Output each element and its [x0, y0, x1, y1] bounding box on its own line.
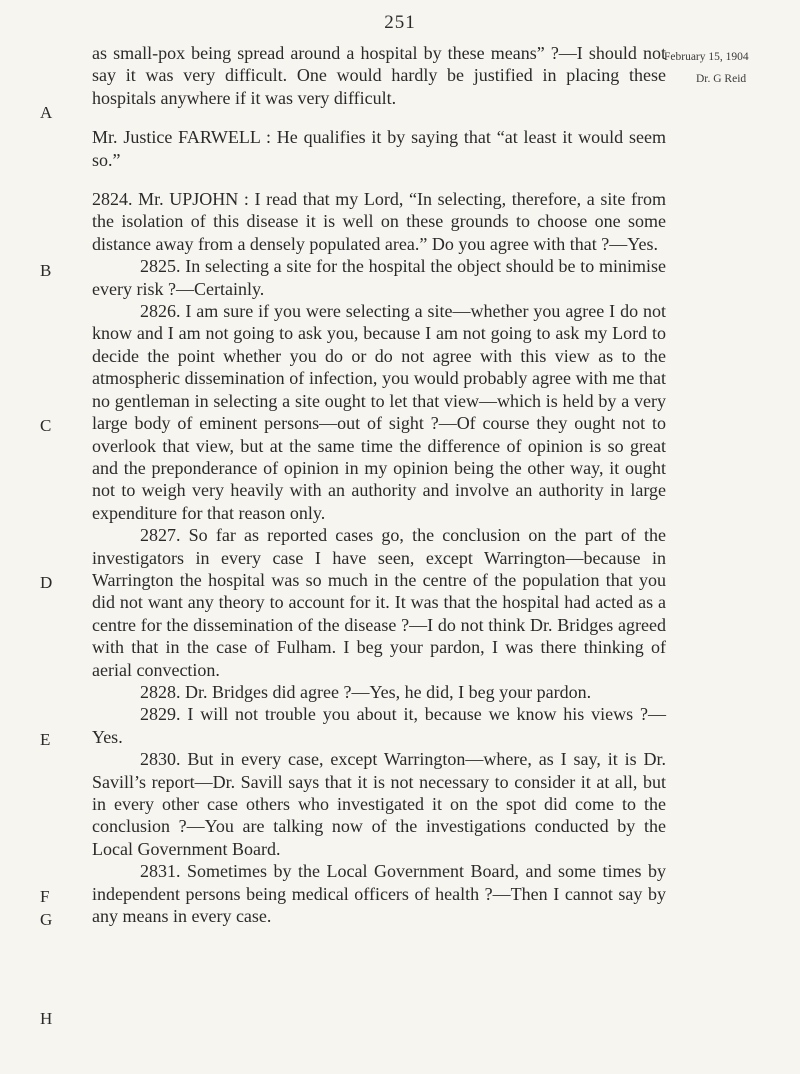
- paragraph-2828: 2828. Dr. Bridges did agree ?—Yes, he did, I beg your pardon.: [140, 681, 592, 702]
- margin-letter-f: F: [40, 887, 50, 906]
- margin-letter-e: E: [40, 730, 51, 749]
- side-note-date: February 15, 1904: [664, 51, 749, 63]
- paragraph-2829: 2829. I will not trouble you about it, because we know his views ?—Yes.: [92, 704, 666, 747]
- paragraph-2824: 2824. Mr. UPJOHN : I read that my Lord, “In selecting, therefore, a site from the isolation of this disease it is well on these grounds to choose one some distance away from a densely populated area.” Do you agree with that ?—Yes.: [92, 189, 666, 254]
- margin-letter-b: B: [40, 261, 52, 280]
- paragraph-2825: 2825. In selecting a site for the hospital the object should be to minimise every risk ?—Certainly.: [92, 256, 666, 299]
- paragraph-continuation: as small-pox being spread around a hospital by these means” ?—I should not say it was very difficult. One would hardly be justified in placing these hospitals anywhere if it was very difficult.: [92, 43, 666, 108]
- margin-letter-d: D: [40, 573, 53, 592]
- body-text: [92, 42, 666, 927]
- margin-letter-a: A: [40, 103, 53, 122]
- paragraph-2830: 2830. But in every case, except Warrington—where, as I say, it is Dr. Savill’s report—Dr. Savill says that it is not necessary to consider it at all, but in every other case others who investigated it on the spot did come to the conclusion ?—You are talking now of the investigations conducted by the Local Government Board.: [92, 749, 666, 859]
- paragraph-2827: 2827. So far as reported cases go, the conclusion on the part of the investigators in every case I have seen, except Warrington—because in Warrington the hospital was so much in the centre of the population that you did not want any theory to account for it. It was that the hospital had acted as a centre for the dissemination of the disease ?—I do not think Dr. Bridges agreed with that in the case of Fulham. I beg your pardon, I was there thinking of aerial convection.: [92, 525, 666, 680]
- paragraph-2826: 2826. I am sure if you were selecting a site—whether you agree I do not know and I am not going to ask you, because I am not going to ask my Lord to decide the point whether you do or do not agree with this view as to the atmospheric dissemination of infection, you would probably agree with me that no gentleman in selecting a site ought to let that view—which is held by a very large body of eminent persons—out of sight ?—Of course they ought not to overlook that view, but at the same time the difference of opinion is so great and the preponderance of opinion in my opinion being the other way, it ought not to weigh very heavily with an authority and involve an authority in large expenditure for that reason only.: [92, 301, 666, 523]
- side-note-witness: Dr. G Reid: [696, 73, 747, 85]
- margin-letter-h: H: [40, 1009, 53, 1028]
- paragraph-justice-farwell: Mr. Justice FARWELL : He qualifies it by saying that “at least it would seem so.”: [92, 127, 666, 170]
- page-number: 251: [384, 12, 416, 33]
- side-note: [664, 46, 794, 90]
- paragraph-2831: 2831. Sometimes by the Local Government Board, and some times by independent persons being medical officers of health ?—Then I cannot say by any means in every case.: [92, 861, 666, 927]
- margin-letter-c: C: [40, 416, 52, 435]
- margin-letter-g: G: [40, 910, 53, 929]
